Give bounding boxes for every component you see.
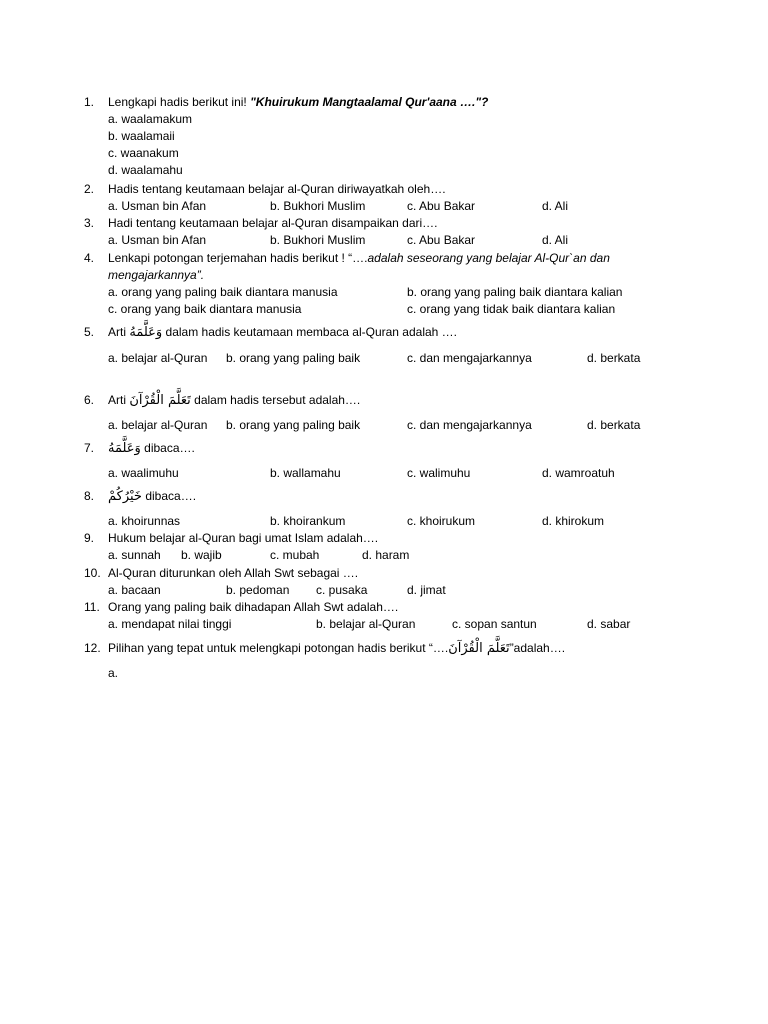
option-b: b. Bukhori Muslim [270, 199, 366, 213]
question-10 [84, 565, 704, 599]
question-number: 2. [84, 182, 95, 196]
option-b: b. pedoman [226, 583, 290, 597]
option-b: b. wajib [181, 548, 222, 562]
question-text: Hadis tentang keutamaan belajar al-Quran diriwayatkah oleh…. [108, 182, 446, 196]
question-7 [84, 440, 704, 482]
option-d: d. berkata [587, 351, 641, 365]
question-number: 8. [84, 489, 95, 503]
option-c: c. waanakum [108, 146, 179, 160]
translation-quote: adalah seseorang yang belajar Al-Qur`an dan mengajarkannya”. [108, 251, 610, 282]
arabic-text: خَيْرُكُمْ [108, 489, 142, 504]
option-d: d. khirokum [542, 514, 605, 528]
option-c: c. pusaka [316, 583, 368, 597]
option-a: a. [108, 666, 119, 680]
question-5 [84, 324, 704, 367]
option-c: c. walimuhu [407, 466, 471, 480]
option-a: a. Usman bin Afan [108, 233, 207, 247]
hadith-quote: "Khuirukum Mangtaalamal Qur'aana …."? [250, 95, 489, 109]
option-c: c. Abu Bakar [407, 233, 476, 247]
option-d: d. sabar [587, 617, 631, 631]
question-9 [84, 530, 704, 564]
question-text: Lenkapi potongan terjemahan hadis berikut ! “….adalah seseorang yang belajar Al-Qur`an dan mengajarkannya”. [108, 251, 610, 282]
question-1 [84, 94, 704, 179]
question-number: 5. [84, 325, 95, 339]
question-text: Hukum belajar al-Quran bagi umat Islam adalah…. [108, 531, 379, 545]
question-number: 3. [84, 216, 95, 230]
question-3 [84, 215, 704, 249]
option-b: b. khoirankum [270, 514, 346, 528]
question-6 [84, 392, 704, 434]
question-12 [84, 640, 724, 682]
question-text: Orang yang paling baik dihadapan Allah Swt adalah…. [108, 600, 399, 614]
question-number: 12. [84, 641, 101, 655]
option-a: a. belajar al-Quran [108, 418, 208, 432]
question-number: 10. [84, 566, 101, 580]
arabic-text: وَعَلَّمَهُ [129, 325, 163, 340]
question-text: Arti تَعَلَّمَ الْقُرْآنَ dalam hadis tersebut adalah…. [108, 393, 361, 408]
arabic-text: تَعَلَّمَ الْقُرْآنَ [448, 641, 510, 656]
question-11 [84, 599, 704, 633]
option-a: a. bacaan [108, 583, 161, 597]
option-a: a. khoirunnas [108, 514, 181, 528]
question-2 [84, 181, 704, 215]
option-c: c. mubah [270, 548, 320, 562]
question-8 [84, 488, 704, 530]
question-text: Pilihan yang tepat untuk melengkapi potongan hadis berikut “….تَعَلَّمَ الْقُرْآنَ”adalah…. [108, 641, 566, 656]
question-number: 11. [84, 600, 100, 614]
arabic-text: تَعَلَّمَ الْقُرْآنَ [129, 393, 191, 408]
option-b: b. waalamaii [108, 129, 175, 143]
option-c: c. orang yang baik diantara manusia [108, 302, 302, 316]
option-d: c. orang yang tidak baik diantara kalian [407, 302, 616, 316]
option-c: c. Abu Bakar [407, 199, 476, 213]
question-4 [84, 250, 644, 318]
option-b: b. wallamahu [270, 466, 341, 480]
option-b: b. orang yang paling baik [226, 418, 361, 432]
option-c: c. dan mengajarkannya [407, 351, 532, 365]
option-d: d. waalamahu [108, 163, 183, 177]
option-d: d. jimat [407, 583, 446, 597]
option-b: b. orang yang paling baik [226, 351, 361, 365]
option-c: c. sopan santun [452, 617, 537, 631]
option-c: c. dan mengajarkannya [407, 418, 532, 432]
option-c: c. khoirukum [407, 514, 476, 528]
option-b: b. belajar al-Quran [316, 617, 416, 631]
option-a: a. mendapat nilai tinggi [108, 617, 232, 631]
question-text: وَعَلَّمَهُ dibaca…. [108, 441, 195, 456]
option-d: d. wamroatuh [542, 466, 615, 480]
option-d: d. berkata [587, 418, 641, 432]
question-number: 1. [84, 95, 95, 109]
option-a: a. orang yang paling baik diantara manusia [108, 285, 338, 299]
question-text: Lengkapi hadis berikut ini! "Khuirukum Mangtaalamal Qur'aana …."? [108, 95, 489, 109]
question-number: 7. [84, 441, 95, 455]
option-d: d. Ali [542, 199, 569, 213]
option-d: d. haram [362, 548, 410, 562]
option-a: a. Usman bin Afan [108, 199, 207, 213]
question-number: 6. [84, 393, 95, 407]
option-a: a. waalimuhu [108, 466, 179, 480]
question-text: Al-Quran diturunkan oleh Allah Swt sebagai …. [108, 566, 359, 580]
question-text: Arti وَعَلَّمَهُ dalam hadis keutamaan membaca al-Quran adalah …. [108, 325, 458, 340]
option-a: a. sunnah [108, 548, 161, 562]
option-a: a. waalamakum [108, 112, 193, 126]
arabic-text: وَعَلَّمَهُ [108, 441, 141, 456]
option-b: b. orang yang paling baik diantara kalian [407, 285, 623, 299]
question-text: Hadi tentang keutamaan belajar al-Quran disampaikan dari…. [108, 216, 438, 230]
question-number: 9. [84, 531, 95, 545]
question-text: خَيْرُكُمْ dibaca…. [108, 489, 197, 504]
question-number: 4. [84, 251, 95, 265]
option-b: b. Bukhori Muslim [270, 233, 366, 247]
option-d: d. Ali [542, 233, 569, 247]
option-a: a. belajar al-Quran [108, 351, 208, 365]
